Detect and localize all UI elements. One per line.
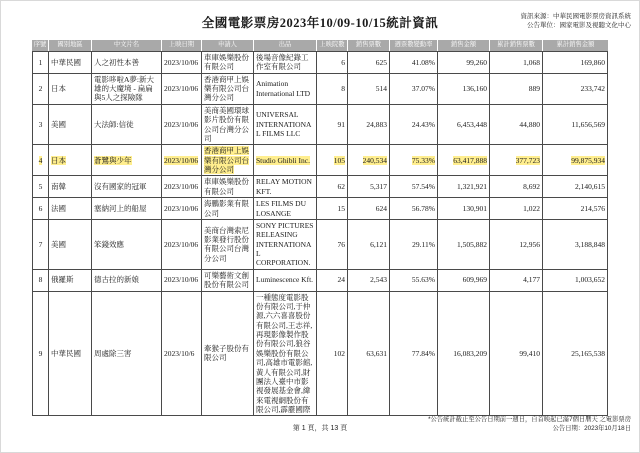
table-row <box>32 270 608 292</box>
header-weekly-change: 週票數變動率 <box>390 40 438 51</box>
table-row <box>32 198 608 220</box>
cell-serial: 6 <box>32 198 49 220</box>
cell-producer: Luminescence Kft. <box>254 270 317 292</box>
cell-theaters: 6 <box>317 51 348 74</box>
cell-title: 德古拉的新娘 <box>92 270 162 292</box>
cell-producer: RELAY MOTION KFT. <box>254 176 317 198</box>
cell-applicant: 美商台灣索尼影業發行股份有限公司台灣分公司 <box>202 220 254 270</box>
cell-title: 蒼鷺與少年 <box>92 145 162 176</box>
cell-title: 電影哆啦A夢:新大雄的大魔境 - 扁扁與5人之探險隊 <box>92 74 162 105</box>
cell-tickets: 625 <box>348 51 390 74</box>
cell-weekly-change: 75.33% <box>390 145 438 176</box>
cell-cum-tickets: 99,410 <box>490 292 543 417</box>
cell-amount: 609,969 <box>438 270 490 292</box>
cell-region: 美國 <box>49 105 92 146</box>
cell-amount: 1,505,882 <box>438 220 490 270</box>
cell-region: 美國 <box>49 220 92 270</box>
header-amount: 銷售金額 <box>438 40 490 51</box>
cell-region: 中華民國 <box>49 292 92 417</box>
cell-region: 中華民國 <box>49 51 92 74</box>
page-title: 全國電影票房2023年10/09-10/15統計資訊 <box>201 16 439 30</box>
cell-theaters: 102 <box>317 292 348 417</box>
report-info-block <box>521 13 632 30</box>
cell-producer: LES FILMS DU LOSANGE <box>254 198 317 220</box>
cell-weekly-change: 77.84% <box>390 292 438 417</box>
cell-title: 笨錢效應 <box>92 220 162 270</box>
cell-weekly-change: 29.11% <box>390 220 438 270</box>
cell-cum-amount: 169,860 <box>543 51 608 74</box>
cell-weekly-change: 37.07% <box>390 74 438 105</box>
cell-tickets: 24,883 <box>348 105 390 146</box>
info-unit-line: 公告單位：國家電影及視聽文化中心 <box>527 21 631 29</box>
cell-cum-amount: 1,003,652 <box>543 270 608 292</box>
cell-title: 沒有國家的冠軍 <box>92 176 162 198</box>
cell-serial: 3 <box>32 105 49 146</box>
cell-serial: 4 <box>32 145 49 176</box>
footer-publish-date: 公告日期：2023年10月18日 <box>552 424 631 432</box>
cell-cum-amount: 233,742 <box>543 74 608 105</box>
cell-release-date: 2023/10/06 <box>162 270 202 292</box>
cell-amount: 16,083,209 <box>438 292 490 417</box>
cell-cum-tickets: 1,068 <box>490 51 543 74</box>
cell-region: 南韓 <box>49 176 92 198</box>
cell-weekly-change: 41.08% <box>390 51 438 74</box>
cell-producer: UNIVERSAL INTERNATIONAL FILMS LLC <box>254 105 317 146</box>
cell-release-date: 2023/10/06 <box>162 51 202 74</box>
cell-amount: 63,417,888 <box>438 145 490 176</box>
cell-theaters: 24 <box>317 270 348 292</box>
cell-cum-tickets: 12,956 <box>490 220 543 270</box>
cell-weekly-change: 57.54% <box>390 176 438 198</box>
cell-region: 法國 <box>49 198 92 220</box>
cell-release-date: 2023/10/06 <box>162 198 202 220</box>
header-producer: 出品 <box>254 40 317 51</box>
cell-applicant: 香港商甲上娛樂有限公司台灣分公司 <box>202 74 254 105</box>
cell-cum-amount: 2,140,615 <box>543 176 608 198</box>
cell-amount: 130,901 <box>438 198 490 220</box>
cell-producer: SONY PICTURES RELEASING INTERNATIONAL CORPORATION. <box>254 220 317 270</box>
cell-producer: 一種態度電影股份有限公司,于仲源,六六喜喜股份有限公司,王志祥,再現影像製作股份有限公司,狼谷娛樂股份有限公司,高雄市電影館,黃人有限公司,財團法人臺中市影視發展基金會,緯來電視網股份有限公司,霹靂國際 <box>254 292 317 417</box>
cell-region: 日本 <box>49 74 92 105</box>
cell-release-date: 2023/10/06 <box>162 74 202 105</box>
cell-producer: Studio Ghibli Inc. <box>254 145 317 176</box>
cell-tickets: 63,631 <box>348 292 390 417</box>
cell-title: 周處除三害 <box>92 292 162 417</box>
cell-applicant: 車庫娛樂股份有限公司 <box>202 51 254 74</box>
cell-cum-tickets: 1,022 <box>490 198 543 220</box>
cell-tickets: 2,543 <box>348 270 390 292</box>
cell-release-date: 2023/10/06 <box>162 176 202 198</box>
cell-applicant: 可樂藝術文創股份有限公司 <box>202 270 254 292</box>
cell-amount: 1,321,921 <box>438 176 490 198</box>
table-row <box>32 220 608 270</box>
table-row <box>32 176 608 198</box>
header-release-date: 上映日期 <box>162 40 202 51</box>
cell-cum-amount: 25,165,538 <box>543 292 608 417</box>
cell-theaters: 91 <box>317 105 348 146</box>
cell-region: 日本 <box>49 145 92 176</box>
cell-applicant: 車庫娛樂股份有限公司 <box>202 176 254 198</box>
cell-theaters: 8 <box>317 74 348 105</box>
cell-applicant: 香港商甲上娛樂有限公司台灣分公司 <box>202 145 254 176</box>
cell-cum-tickets: 4,177 <box>490 270 543 292</box>
cell-region: 俄羅斯 <box>49 270 92 292</box>
table-row <box>32 145 608 176</box>
header-cum-tickets: 累計銷售票數 <box>490 40 543 51</box>
table-header-row <box>32 40 608 51</box>
info-source-line: 資訊來源：中華民國電影票房資訊系統 <box>520 13 631 20</box>
cell-title: 塞納河上的船屋 <box>92 198 162 220</box>
header-theaters: 上映院數 <box>317 40 348 51</box>
cell-release-date: 2023/10/06 <box>162 220 202 270</box>
header-applicant: 申請人 <box>202 40 254 51</box>
cell-serial: 1 <box>32 51 49 74</box>
cell-producer: Animation International LTD <box>254 74 317 105</box>
table-row <box>32 74 608 105</box>
header-serial: 序號 <box>32 40 49 51</box>
cell-theaters: 76 <box>317 220 348 270</box>
cell-tickets: 514 <box>348 74 390 105</box>
cell-serial: 8 <box>32 270 49 292</box>
cell-serial: 5 <box>32 176 49 198</box>
cell-tickets: 624 <box>348 198 390 220</box>
cell-theaters: 15 <box>317 198 348 220</box>
cell-amount: 136,160 <box>438 74 490 105</box>
cell-cum-amount: 11,656,569 <box>543 105 608 146</box>
cell-tickets: 6,121 <box>348 220 390 270</box>
boxoffice-table <box>32 40 608 416</box>
cell-weekly-change: 24.43% <box>390 105 438 146</box>
cell-serial: 2 <box>32 74 49 105</box>
header-tickets: 銷售票數 <box>348 40 390 51</box>
cell-weekly-change: 55.63% <box>390 270 438 292</box>
cell-title: 人之初性本善 <box>92 51 162 74</box>
cell-applicant: 海鵬影業有限公司 <box>202 198 254 220</box>
cell-release-date: 2023/10/06 <box>162 145 202 176</box>
cell-cum-amount: 214,576 <box>543 198 608 220</box>
cell-tickets: 5,317 <box>348 176 390 198</box>
footer-note-line: *公告統計截止至公告日期前一週日，自首映起已滿7個日曆天 之電影票房 <box>428 416 631 423</box>
cell-cum-amount: 99,875,934 <box>543 145 608 176</box>
cell-producer: 後場音像紀錄工作室有限公司 <box>254 51 317 74</box>
header-region: 國別地區 <box>49 40 92 51</box>
cell-release-date: 2023/10/6 <box>162 292 202 417</box>
cell-serial: 9 <box>32 292 49 417</box>
cell-cum-tickets: 889 <box>490 74 543 105</box>
cell-tickets: 240,534 <box>348 145 390 176</box>
cell-amount: 99,260 <box>438 51 490 74</box>
cell-cum-tickets: 44,880 <box>490 105 543 146</box>
cell-release-date: 2023/10/06 <box>162 105 202 146</box>
cell-amount: 6,453,448 <box>438 105 490 146</box>
cell-theaters: 62 <box>317 176 348 198</box>
cell-applicant: 美商美國環球影片股份有限公司台灣分公司 <box>202 105 254 146</box>
header-title: 中文片名 <box>92 40 162 51</box>
cell-serial: 7 <box>32 220 49 270</box>
footer-page-number: 第 1 頁，共 13 頁 <box>292 425 348 432</box>
cell-cum-amount: 3,188,848 <box>543 220 608 270</box>
cell-title: 大法師:信徒 <box>92 105 162 146</box>
header-cum-amount: 累計銷售金額 <box>543 40 608 51</box>
table-body <box>32 51 608 417</box>
table-row <box>32 292 608 417</box>
cell-applicant: 牽猴子股份有限公司 <box>202 292 254 417</box>
cell-cum-tickets: 8,692 <box>490 176 543 198</box>
table-row <box>32 51 608 74</box>
cell-theaters: 105 <box>317 145 348 176</box>
table-row <box>32 105 608 146</box>
cell-cum-tickets: 377,723 <box>490 145 543 176</box>
cell-weekly-change: 56.78% <box>390 198 438 220</box>
